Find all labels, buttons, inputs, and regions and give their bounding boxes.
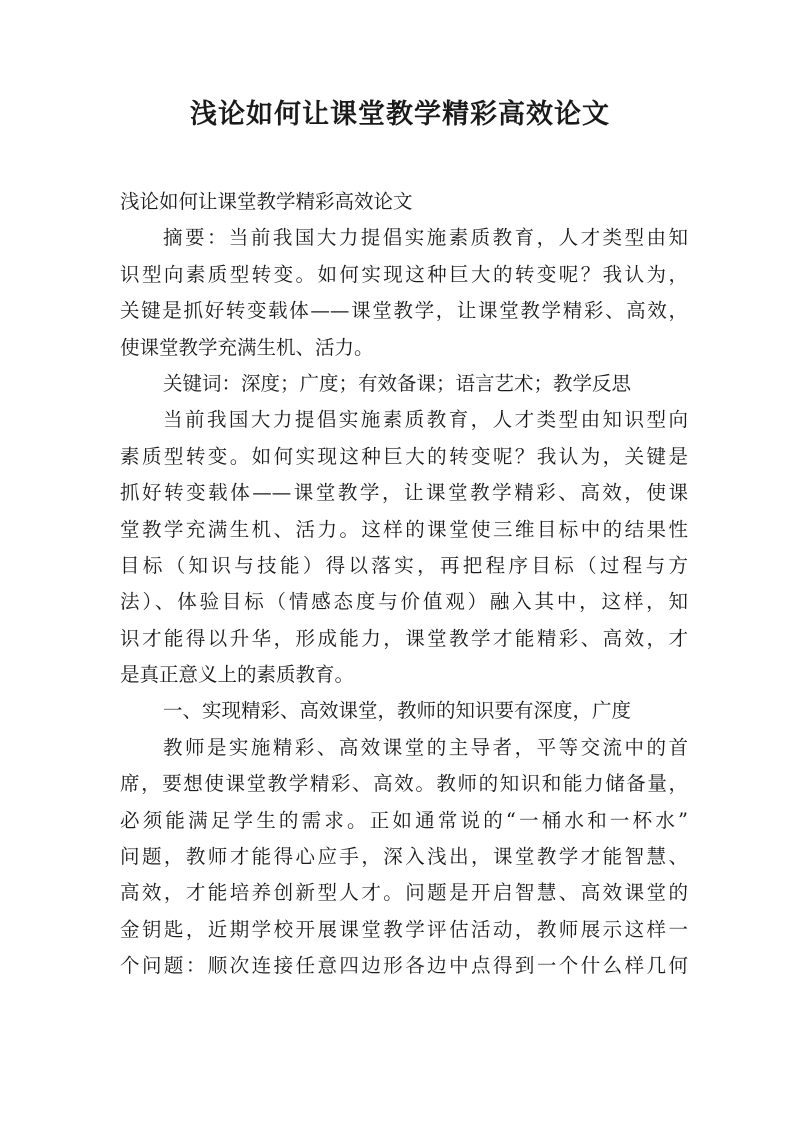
paragraph-line: 高效，才能培养创新型人才。问题是开启智慧、高效课堂的 [120,881,688,905]
paragraph-line: 素质型转变。如何实现这种巨大的转变呢？我认为，关键是 [120,444,688,468]
abstract-line: 摘要：当前我国大力提倡实施素质教育，人才类型由知 [163,226,688,250]
subtitle-line: 浅论如何让课堂教学精彩高效论文 [120,190,413,213]
paragraph-line: 个问题：顺次连接任意四边形各边中点得到一个什么样几何 [120,954,688,978]
paragraph-line: 教师是实施精彩、高效课堂的主导者，平等交流中的首 [163,735,688,759]
paragraph-line: 金钥匙，近期学校开展课堂教学评估活动，教师展示这样一 [120,917,688,941]
paragraph-line: 法）、体验目标（情感态度与价值观）融入其中，这样，知 [120,590,688,614]
abstract-line: 关键是抓好转变载体——课堂教学，让课堂教学精彩、高效， [120,299,688,323]
keywords-line: 关键词：深度；广度；有效备课；语言艺术；教学反思 [163,371,632,395]
paragraph-line: 目标（知识与技能）得以落实，再把程序目标（过程与方 [120,553,688,577]
paragraph-line: 堂教学充满生机、活力。这样的课堂使三维目标中的结果性 [120,517,688,541]
abstract-line: 识型向素质型转变。如何实现这种巨大的转变呢？我认为， [120,262,688,286]
paragraph-line: 问题，教师才能得心应手，深入浅出，课堂教学才能智慧、 [120,845,688,869]
paragraph-line: 席，要想使课堂教学精彩、高效。教师的知识和能力储备量， [120,772,688,796]
paragraph-line: 必须能满足学生的需求。正如通常说的“一桶水和一杯水” [120,808,688,832]
paragraph-line: 识才能得以升华，形成能力，课堂教学才能精彩、高效，才 [120,626,688,650]
paragraph-line: 当前我国大力提倡实施素质教育，人才类型由知识型向 [163,408,688,432]
document-title: 浅论如何让课堂教学精彩高效论文 [190,99,610,130]
section-heading: 一、实现精彩、高效课堂，教师的知识要有深度，广度 [163,699,632,723]
abstract-line: 使课堂教学充满生机、活力。 [120,335,374,359]
paragraph-line: 是真正意义上的素质教育。 [120,663,355,687]
document-body [120,184,688,985]
paragraph-line: 抓好转变载体——课堂教学，让课堂教学精彩、高效，使课 [120,481,688,505]
